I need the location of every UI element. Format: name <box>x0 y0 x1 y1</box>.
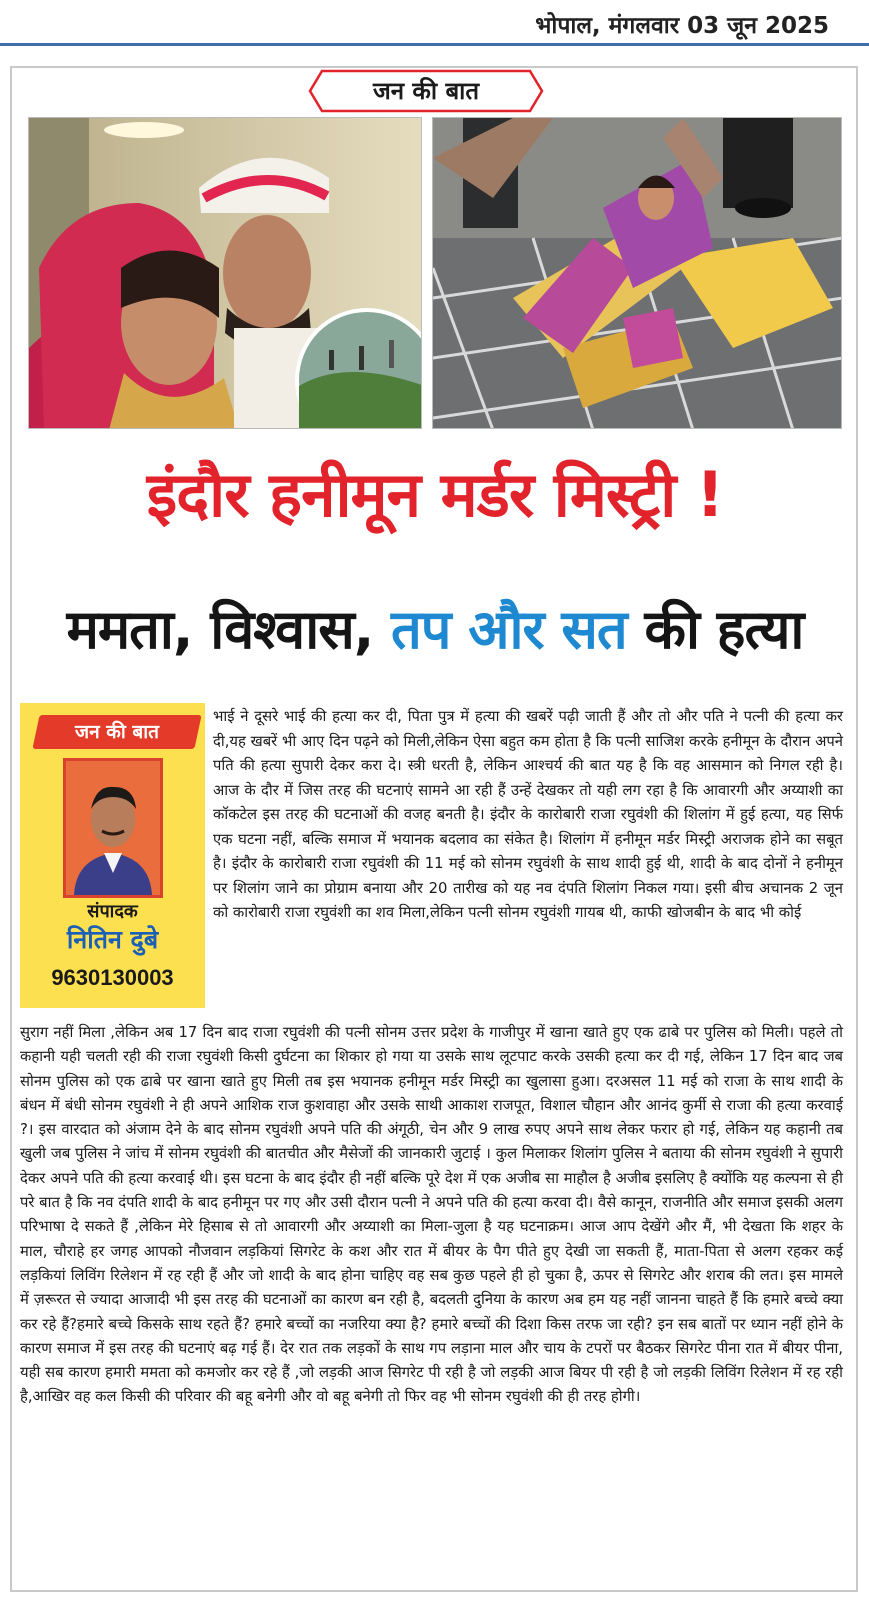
headline-secondary <box>20 595 850 665</box>
section-tag-label: जन की बात <box>372 77 480 105</box>
dateline: भोपाल, मंगलवार 03 जून 2025 <box>535 13 829 39</box>
columnist-name: नितिन दुबे <box>66 925 159 954</box>
headline-primary: इंदौर हनीमून मर्डर मिस्ट्री ! <box>146 458 724 531</box>
article-continuation: सुराग नहीं मिला ,लेकिन अब 17 दिन बाद राजा रघुवंशी की पत्नी सोनम उत्तर प्रदेश के गाजीपुर में खाना खाते हुए एक ढाबे पर पुलिस को मिली। पहले तो कहानी यही चलती रही की राजा रघुवंशी किसी दुर्घटना का शिकार हो गया या उसके साथ लूटपाट करके उसकी हत्या कर दी गई, लेकिन 17 दिन बाद जब सोनम पुलिस को एक ढाबे पर खाना खाते हुए मिली तब इस भयानक हनीमून मर्डर मिस्ट्री का खुलासा हुआ। दरअसल 11 मई को राजा के साथ शादी के बंधन में बंधी सोनम रघुवंशी ने ही अपने आशिक राज कुशवाहा और उसके साथी आकाश राजपूत, विशाल चौहान और आनंद कुर्मी से राजा की हत्या करवाई ?। इस वारदात को अंजाम देने के बाद सोनम रघुवंशी अपने पति की अंगूठी, चेन और 9 लाख रुपए अपने साथ लेकर फरार हो गई, लेकिन यह कहानी तब खुली जब पुलिस ने जांच में सोनम रघुवंशी की बातचीत और मैसेजों की जानकारी जुटाई । कुल मिलाकर शिलांग पुलिस ने बताया की सोनम रघुवंशी ने सुपारी देकर अपने पति की हत्या करवाई थी। इस घटना के बाद इंदौर ही नहीं बल्कि पूरे देश में एक अजीब सा माहौल है अजीब इसलिए है क्योंकि यह कल्पना से ही परे बात है कि नव दंपति शादी के बाद हनीमून पर गए और उसी दौरान पत्नी ने अपने पति की हत्या करवा दी। वैसे कानून, राजनीति और समाज इसकी अलग परिभाषा दे सकते हैं ,लेकिन मेरे हिसाब से तो आवारगी और अय्याशी का मिला-जुला है यह घटनाक्रम। आज आप देखेंगे और मैं, भी देखता कि शहर के माल, चौराहे हर जगह आपको नौजवान लड़कियां सिगरेट के कश और रात में बीयर के पैग पीते हुए देखी जा सकती हैं, माता-पिता से अलग रहकर कई लड़कियां लिविंग रिलेशन में रह रही हैं और जो शादी के बाद होना चाहिए वह सब कुछ पहले ही हो चुका है, ऊपर से सिगरेट और शराब की लत। इस मामले में ज़रूरत से ज्यादा आजादी भी इस तरह की घटनाओं का कारण बन रही है, बदलती दुनिया के कारण अब हम यह नहीं जानना चाहते हैं कि हमारे बच्चे क्या कर रहे हैं?हमारे बच्चे किसके साथ रहते हैं? हमारे बच्चों का नजरिया क्या है? हमारे बच्चों की दिशा किस तरफ जा रही? इन सब बातों पर ध्यान नहीं होने के कारण समाज में इस तरह की घटनाएं बढ़ गई हैं। देर रात तक लड़कों के साथ गप लड़ाना माल और चाय के टपरों पर बैठकर सिगरेट पीना रात में बीयर पीना, यही सब कारण हमारी ममता को कमजोर कर रहे हैं ,जो लड़की आज सिगरेट पी रही है जो लड़की आज बियर पी रही है जो लड़की लिविंग रिलेशन में रह रही है,आखिर वह कल किसी की परिवार की बहू बनेगी और वो बहू बनेगी तो फिर वह भी सोनम रघुवंशी की ही तरह होगी। <box>20 1024 843 1406</box>
headline-secondary-part1: ममता, विश्वास, <box>66 598 374 661</box>
columnist-role: संपादक <box>87 901 138 922</box>
dateline-rule <box>0 43 869 46</box>
headline-secondary-highlight: तप और सत <box>391 598 627 661</box>
burning-photo-protest-icon <box>433 118 842 429</box>
photo-couple <box>28 117 422 429</box>
section-tag <box>308 69 544 113</box>
columnist-box <box>20 703 205 1008</box>
editor-portrait-icon <box>63 758 163 898</box>
columnist-tag: जन की बात <box>75 721 159 743</box>
article-intro: भाई ने दूसरे भाई की हत्या कर दी, पिता पुत्र में हत्या की खबरें पढ़ी जाती हैं और तो और पति ने पत्नी की हत्या कर दी,यह खबरें भी आए दिन पढ़ने को मिली,लेकिन ऐसा बहुत कम होता है कि पत्नी साजिश करके हनीमून के दौरान अपने पति की हत्या सुपारी देकर करा दे। स्त्री धरती है, लेकिन आश्चर्य की बात यह है कि वह आसमान को निगल रही है। आज के दौर में जिस तरह की घटनाएं सामने आ रही हैं उन्हें देखकर तो यही लग रहा है कि आवारगी और अय्याशी का कॉकटेल इस तरह की घटनाओं की वजह बनती है। इंदौर के कारोबारी राजा रघुवंशी की शिलांग में हुई हत्या, यह सिर्फ एक घटना नहीं, बल्कि समाज में भयानक बदलाव का संकेत है। शिलांग में हनीमून मर्डर मिस्ट्री अराजक होने का सबूत है। इंदौर के कारोबारी राजा रघुवंशी की 11 मई को सोनम रघुवंशी के साथ शादी हुई थी, शादी के बाद दोनों ने हनीमून पर शिलांग जाने का प्रोग्राम बनाया और 20 तारीख को यह नव दंपति शिलांग निकल गया। इसी बीच अचानक 2 जून को कारोबारी राजा रघुवंशी का शव मिला,लेकिन पत्नी सोनम रघुवंशी गायब थी, काफी खोजबीन के बाद भी कोई <box>213 708 843 921</box>
columnist-phone: 9630130003 <box>51 965 174 990</box>
photo-burning <box>432 117 842 429</box>
couple-wedding-photo-icon <box>29 118 422 429</box>
headline-secondary-part2: की हत्या <box>644 598 804 661</box>
